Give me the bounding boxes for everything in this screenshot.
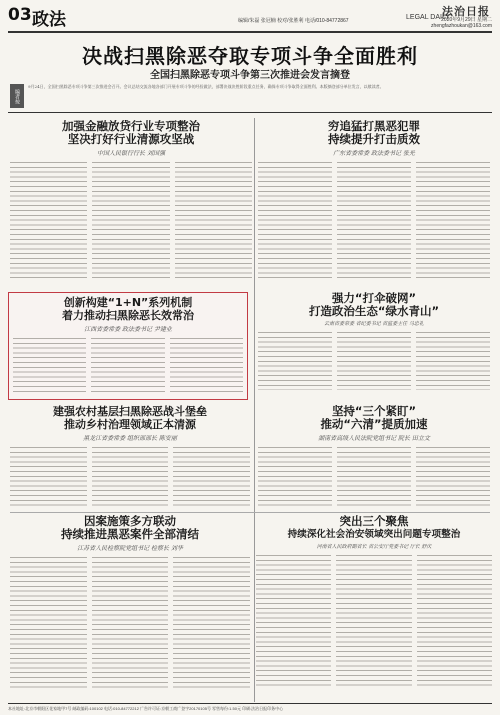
article-jiangxi-box	[8, 292, 248, 400]
article-title-line2: 持续深化社会治安领域突出问题专项整治	[287, 529, 461, 540]
article-title-line2: 持续推进黑恶案件全部清结	[61, 527, 199, 541]
article-title-line2: 打造政治生态“绿水青山”	[308, 304, 440, 318]
article-body	[10, 447, 250, 507]
article-body	[258, 332, 490, 390]
masthead-rule	[8, 31, 492, 33]
article-jiangsu	[10, 515, 250, 700]
intro-rule	[8, 112, 492, 113]
editors-line: 编辑/朱磊 张冠楠 校对/张胜利 电话/010-84772867	[238, 18, 349, 24]
text-column	[416, 332, 490, 390]
text-column	[91, 338, 164, 394]
email-text: zhengfazhoukan@163.com	[431, 23, 492, 29]
article-title-line1: 因案施策多方联动	[84, 515, 176, 528]
article-body	[258, 162, 490, 280]
text-column	[337, 447, 411, 507]
article-body	[258, 447, 490, 507]
column-divider	[254, 118, 255, 702]
article-body	[256, 555, 492, 689]
article-title-line2: 推动“六清”提质加速	[320, 417, 428, 431]
text-column	[256, 555, 331, 689]
page-number: 03	[8, 5, 32, 25]
editor-note-text: 9月24日，全国扫黑除恶专项斗争第三次推进会召开。会议总结交流各地各部门开展专项斗争的经验做法，部署决战决胜阶段重点任务，确保专项斗争取得全面胜利。本版摘登部分单位发言，以飨读者。	[28, 84, 384, 89]
text-column	[92, 557, 169, 691]
article-yunnan	[258, 292, 490, 400]
page-subheadline: 全国扫黑除恶专项斗争第三次推进会发言摘登	[150, 70, 350, 81]
text-column	[416, 447, 490, 507]
article-title-line2: 推动乡村治理领域正本清源	[64, 418, 196, 431]
article-body	[13, 338, 243, 394]
article-byline: 中国人民银行行长 刘国强	[97, 150, 165, 157]
editor-note-badge: 编者按	[10, 84, 24, 108]
text-column	[258, 332, 332, 390]
paper-logo: 法治日报	[442, 5, 490, 18]
text-column	[337, 332, 411, 390]
article-henan	[256, 515, 492, 700]
article-title-line1: 强力“打伞破网”	[331, 292, 417, 305]
article-title-line2: 着力推动扫黑除恶长效常治	[62, 309, 194, 322]
text-column	[173, 447, 250, 507]
article-title-line1: 建强农村基层扫黑除恶战斗堡垒	[53, 405, 207, 418]
article-byline: 云南省委常委 省纪委书记 省监委主任 马忠礼	[324, 321, 424, 327]
article-byline: 江苏省人民检察院党组书记 检察长 刘华	[77, 545, 183, 552]
text-column	[170, 338, 243, 394]
text-column	[258, 447, 332, 507]
dateline	[431, 17, 492, 29]
text-column	[10, 447, 87, 507]
text-column	[336, 555, 411, 689]
page-headline: 决战扫黑除恶夺取专项斗争全面胜利	[82, 44, 418, 68]
article-hunan	[258, 405, 490, 513]
article-heilongjiang	[10, 405, 250, 513]
text-column	[92, 447, 169, 507]
text-column	[92, 162, 169, 280]
date-text: 2020年9月29日 星期二	[441, 17, 492, 23]
text-column	[417, 555, 492, 689]
text-column	[337, 162, 411, 280]
article-body	[10, 557, 250, 691]
section-divider	[10, 512, 490, 513]
text-column	[258, 162, 332, 280]
article-title-line1: 穷追猛打黑恶犯罪	[328, 120, 420, 133]
article-title-line2: 坚决打好行业清源攻坚战	[67, 132, 195, 146]
text-column	[10, 557, 87, 691]
article-title-line1: 创新构建“1+N”系列机制	[63, 296, 193, 309]
text-column	[416, 162, 490, 280]
text-column	[175, 162, 252, 280]
article-byline: 江西省委常委 政法委书记 尹建业	[84, 326, 172, 333]
article-title-line1: 突出三个聚焦	[339, 515, 409, 528]
article-body	[10, 162, 252, 280]
article-byline: 河南省人民政府副省长 省公安厅党委书记 厅长 舒庆	[316, 544, 432, 550]
article-title-line1: 加强金融放贷行业专项整治	[62, 120, 200, 133]
text-column	[10, 162, 87, 280]
article-byline: 湖南省高级人民法院党组书记 院长 田立文	[318, 435, 430, 442]
paper-name-en: LEGAL DAILY	[406, 14, 450, 21]
article-title-line1: 坚持“三个紧盯”	[331, 405, 417, 418]
text-column	[13, 338, 86, 394]
section-name: 政法	[32, 10, 66, 30]
article-finance	[10, 120, 252, 290]
page-footer: 本社地址:北京市朝阳区花家地甲7号 邮政编码:100102 电话:010-84772212 广告许可证:京朝工商广登字20170105号 零售每份:1.50元 印刷:法治日报印务中心	[8, 703, 492, 712]
article-byline: 黑龙江省委常委 组织部部长 陈安丽	[83, 435, 177, 442]
article-byline: 广东省委常委 政法委书记 张光	[333, 150, 415, 157]
article-title-line2: 持续提升打击质效	[328, 132, 420, 146]
text-column	[173, 557, 250, 691]
article-guangdong	[258, 120, 490, 290]
masthead	[0, 0, 500, 34]
